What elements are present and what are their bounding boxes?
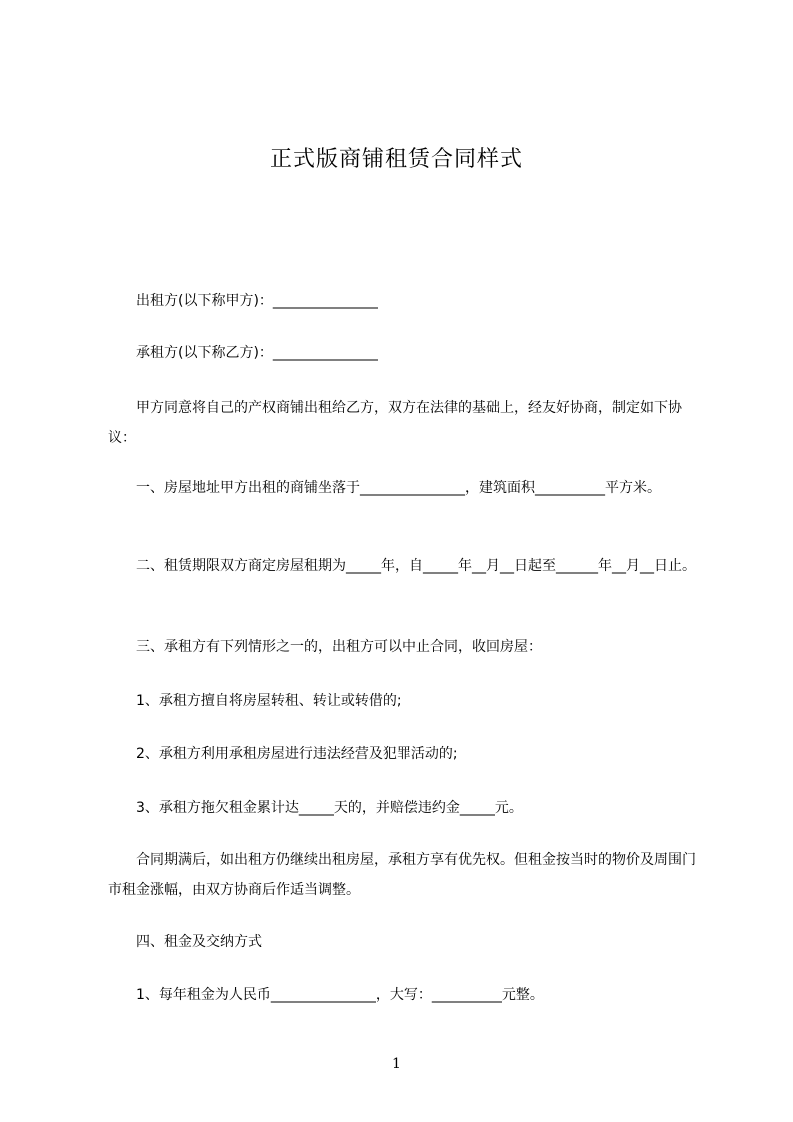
clause-2-term: 二、租赁期限双方商定房屋租期为_____年，自_____年__月__日起至______年__月__日止。 <box>136 558 696 574</box>
agreement-intro: 甲方同意将自己的产权商铺出租给乙方，双方在法律的基础上，经友好协商，制定如下协议： <box>108 400 682 446</box>
clause-3-item-3: 3、承租方拖欠租金累计达_____天的，并赔偿违约金_____元。 <box>136 800 523 816</box>
clause-3-item-2: 2、承租方利用承租房屋进行违法经营及犯罪活动的; <box>136 746 458 762</box>
clause-4-item-1: 1、每年租金为人民币_______________，大写：__________元整。 <box>136 987 544 1003</box>
page-number: 1 <box>392 1056 401 1072</box>
clause-3-item-1: 1、承租方擅自将房屋转租、转让或转借的; <box>136 693 402 709</box>
renewal-paragraph: 合同期满后，如出租方仍继续出租房屋，承租方享有优先权。但租金按当时的物价及周围门市租金涨幅，由双方协商后作适当调整。 <box>108 852 696 898</box>
lessee-line: 承租方(以下称乙方)：_______________ <box>136 345 378 361</box>
clause-4-heading: 四、租金及交纳方式 <box>136 934 262 950</box>
clause-1-address: 一、房屋地址甲方出租的商铺坐落于_______________，建筑面积__________平方米。 <box>136 480 661 496</box>
lessor-line: 出租方(以下称甲方)：_______________ <box>136 293 378 309</box>
clause-3-termination: 三、承租方有下列情形之一的，出租方可以中止合同，收回房屋： <box>136 639 542 655</box>
document-title: 正式版商铺租赁合同样式 <box>269 147 523 172</box>
